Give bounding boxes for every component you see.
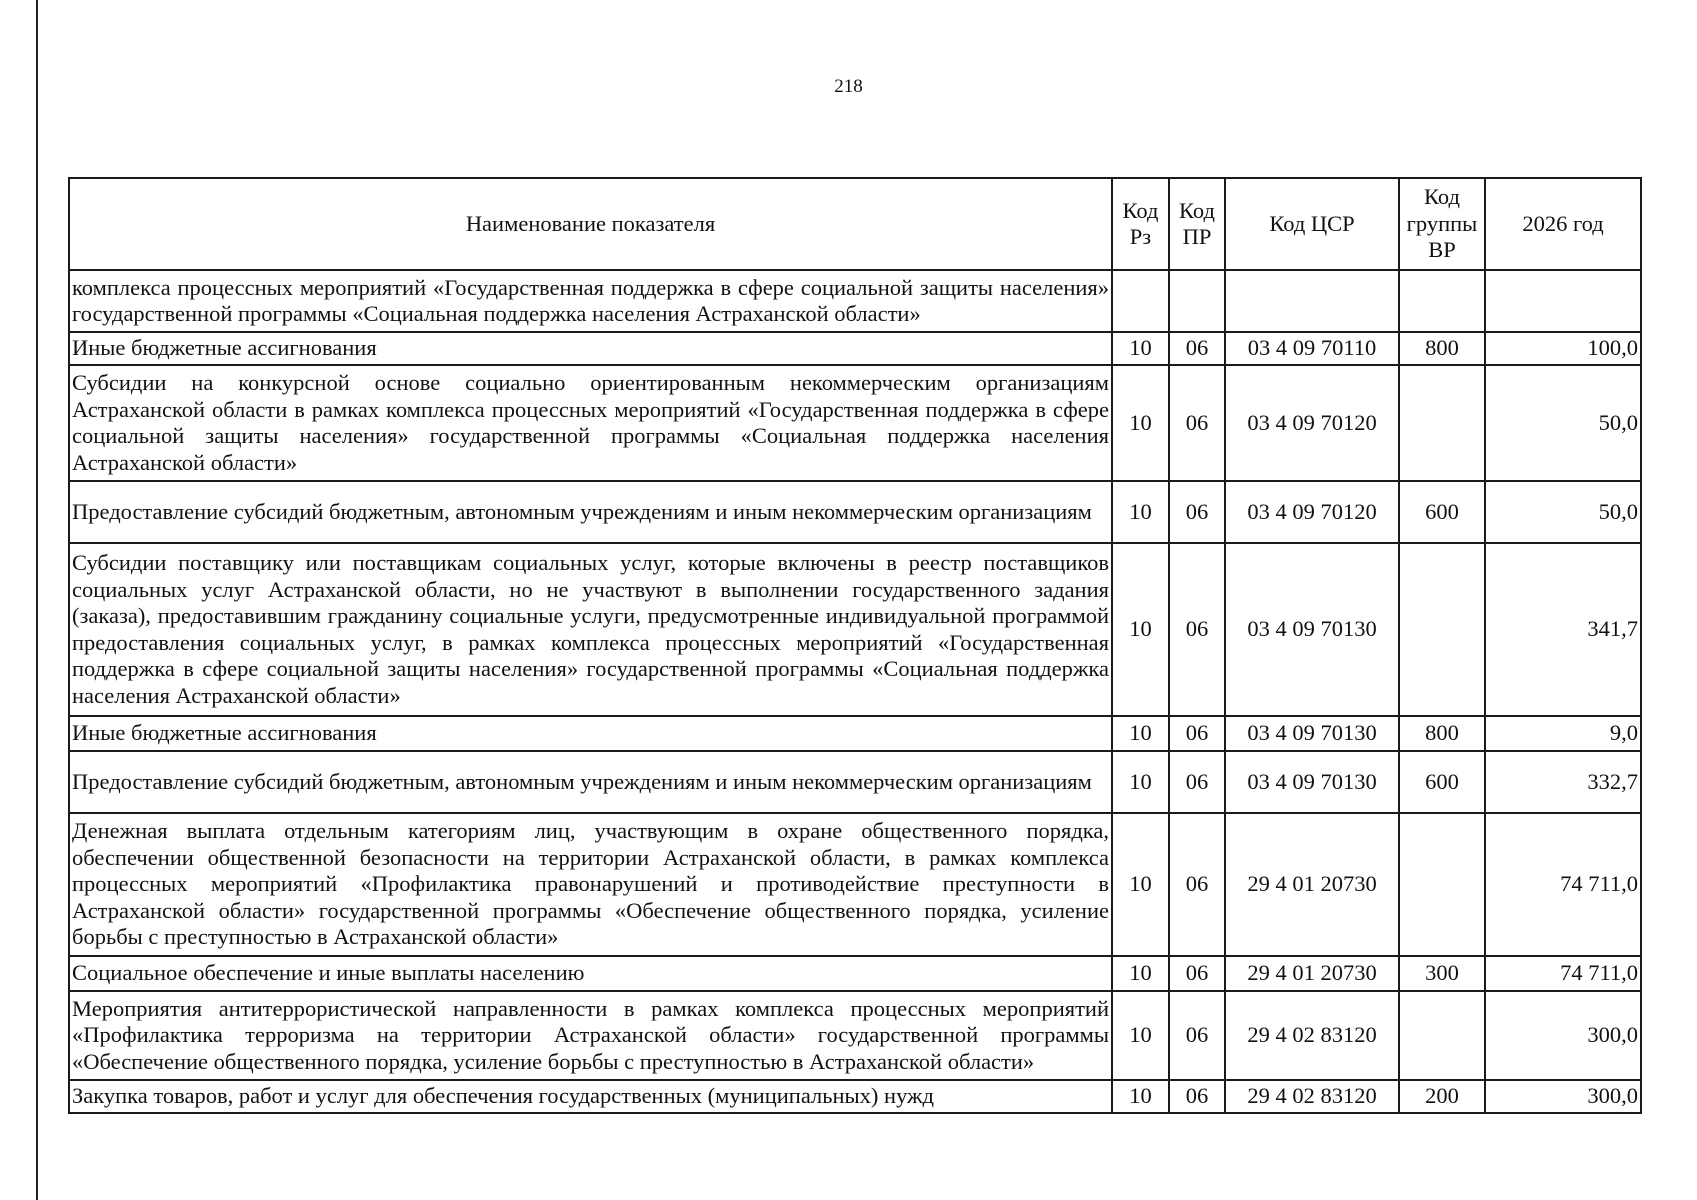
- row-csr-code: 29 4 02 83120: [1225, 1080, 1399, 1113]
- row-pr-code: 06: [1169, 751, 1225, 813]
- row-amount: 50,0: [1485, 481, 1641, 543]
- row-amount: 300,0: [1485, 991, 1641, 1080]
- row-csr-code: 03 4 09 70120: [1225, 365, 1399, 481]
- row-rz-code: 10: [1112, 991, 1169, 1080]
- table-row: [69, 481, 1641, 543]
- row-vr-code: [1399, 270, 1485, 332]
- row-pr-code: 06: [1169, 365, 1225, 481]
- row-pr-code: 06: [1169, 332, 1225, 365]
- header-year-2026: 2026 год: [1485, 178, 1641, 270]
- row-vr-code: 200: [1399, 1080, 1485, 1113]
- row-rz-code: 10: [1112, 543, 1169, 716]
- row-rz-code: 10: [1112, 481, 1169, 543]
- table-row: [69, 365, 1641, 481]
- row-name: Субсидии на конкурсной основе социально ориентированным некоммерческим организациям Астраханской области в рамках комплекса процессных мероприятий «Государственная поддержка в сфере социальной защиты населения» государственной программы «Социальная поддержка населения Астраханской области»: [69, 365, 1112, 481]
- row-pr-code: 06: [1169, 481, 1225, 543]
- row-pr-code: 06: [1169, 1080, 1225, 1113]
- table-row: [69, 956, 1641, 991]
- row-name: Иные бюджетные ассигнования: [69, 332, 1112, 365]
- row-vr-code: 300: [1399, 956, 1485, 991]
- row-amount: 74 711,0: [1485, 813, 1641, 956]
- row-name: комплекса процессных мероприятий «Государственная поддержка в сфере социальной защиты населения» государственной программы «Социальная поддержка населения Астраханской области»: [69, 270, 1112, 332]
- table-row: [69, 991, 1641, 1080]
- header-name: Наименование показателя: [69, 178, 1112, 270]
- row-amount: 332,7: [1485, 751, 1641, 813]
- row-rz-code: [1112, 270, 1169, 332]
- row-rz-code: 10: [1112, 956, 1169, 991]
- row-vr-code: 800: [1399, 716, 1485, 751]
- header-pr-code: Код ПР: [1169, 178, 1225, 270]
- budget-table: [68, 177, 1642, 1114]
- row-name: Субсидии поставщику или поставщикам социальных услуг, которые включены в реестр поставщиков социальных услуг Астраханской области, но не участвуют в выполнении государственного задания (заказа), предоставившим гражданину социальные услуги, предусмотренные индивидуальной программой предоставления социальных услуг, в рамках комплекса процессных мероприятий «Государственная поддержка в сфере социальной защиты населения» государственной программы «Социальная поддержка населения Астраханской области»: [69, 543, 1112, 716]
- row-pr-code: 06: [1169, 543, 1225, 716]
- row-pr-code: [1169, 270, 1225, 332]
- row-csr-code: 03 4 09 70110: [1225, 332, 1399, 365]
- table-header-row: [69, 178, 1641, 270]
- table-row: [69, 332, 1641, 365]
- page-number: 218: [834, 76, 863, 97]
- row-amount: 300,0: [1485, 1080, 1641, 1113]
- row-csr-code: 03 4 09 70120: [1225, 481, 1399, 543]
- row-amount: 50,0: [1485, 365, 1641, 481]
- row-rz-code: 10: [1112, 751, 1169, 813]
- table-row: [69, 543, 1641, 716]
- header-csr-code: Код ЦСР: [1225, 178, 1399, 270]
- row-pr-code: 06: [1169, 956, 1225, 991]
- row-vr-code: [1399, 543, 1485, 716]
- row-vr-code: 600: [1399, 751, 1485, 813]
- row-amount: [1485, 270, 1641, 332]
- row-amount: 9,0: [1485, 716, 1641, 751]
- header-vr-group-code: Код группы ВР: [1399, 178, 1485, 270]
- row-vr-code: 600: [1399, 481, 1485, 543]
- row-csr-code: 03 4 09 70130: [1225, 751, 1399, 813]
- row-rz-code: 10: [1112, 365, 1169, 481]
- row-csr-code: 29 4 02 83120: [1225, 991, 1399, 1080]
- row-csr-code: 29 4 01 20730: [1225, 956, 1399, 991]
- table-row: [69, 716, 1641, 751]
- row-pr-code: 06: [1169, 716, 1225, 751]
- row-csr-code: 03 4 09 70130: [1225, 543, 1399, 716]
- header-rz-code: Код Рз: [1112, 178, 1169, 270]
- row-name: Закупка товаров, работ и услуг для обеспечения государственных (муниципальных) нужд: [69, 1080, 1112, 1113]
- row-name: Денежная выплата отдельным категориям лиц, участвующим в охране общественного порядка, обеспечении общественной безопасности на территории Астраханской области, в рамках комплекса процессных мероприятий «Профилактика правонарушений и противодействие преступности в Астраханской области» государственной программы «Обеспечение общественного порядка, усиление борьбы с преступностью в Астраханской области»: [69, 813, 1112, 956]
- row-amount: 74 711,0: [1485, 956, 1641, 991]
- row-name: Мероприятия антитеррористической направленности в рамках комплекса процессных мероприятий «Профилактика терроризма на территории Астраханской области» государственной программы «Обеспечение общественного порядка, усиление борьбы с преступностью в Астраханской области»: [69, 991, 1112, 1080]
- row-rz-code: 10: [1112, 716, 1169, 751]
- row-name: Иные бюджетные ассигнования: [69, 716, 1112, 751]
- row-amount: 100,0: [1485, 332, 1641, 365]
- row-name: Предоставление субсидий бюджетным, автономным учреждениям и иным некоммерческим организациям: [69, 481, 1112, 543]
- table-row: [69, 270, 1641, 332]
- row-csr-code: [1225, 270, 1399, 332]
- row-csr-code: 29 4 01 20730: [1225, 813, 1399, 956]
- row-name: Предоставление субсидий бюджетным, автономным учреждениям и иным некоммерческим организациям: [69, 751, 1112, 813]
- row-name: Социальное обеспечение и иные выплаты населению: [69, 956, 1112, 991]
- row-amount: 341,7: [1485, 543, 1641, 716]
- row-vr-code: [1399, 813, 1485, 956]
- table-row: [69, 813, 1641, 956]
- row-pr-code: 06: [1169, 991, 1225, 1080]
- binding-edge-line: [36, 0, 38, 1200]
- row-csr-code: 03 4 09 70130: [1225, 716, 1399, 751]
- row-vr-code: 800: [1399, 332, 1485, 365]
- table-row: [69, 1080, 1641, 1113]
- row-pr-code: 06: [1169, 813, 1225, 956]
- row-rz-code: 10: [1112, 1080, 1169, 1113]
- row-vr-code: [1399, 365, 1485, 481]
- table-row: [69, 751, 1641, 813]
- row-rz-code: 10: [1112, 813, 1169, 956]
- row-vr-code: [1399, 991, 1485, 1080]
- row-rz-code: 10: [1112, 332, 1169, 365]
